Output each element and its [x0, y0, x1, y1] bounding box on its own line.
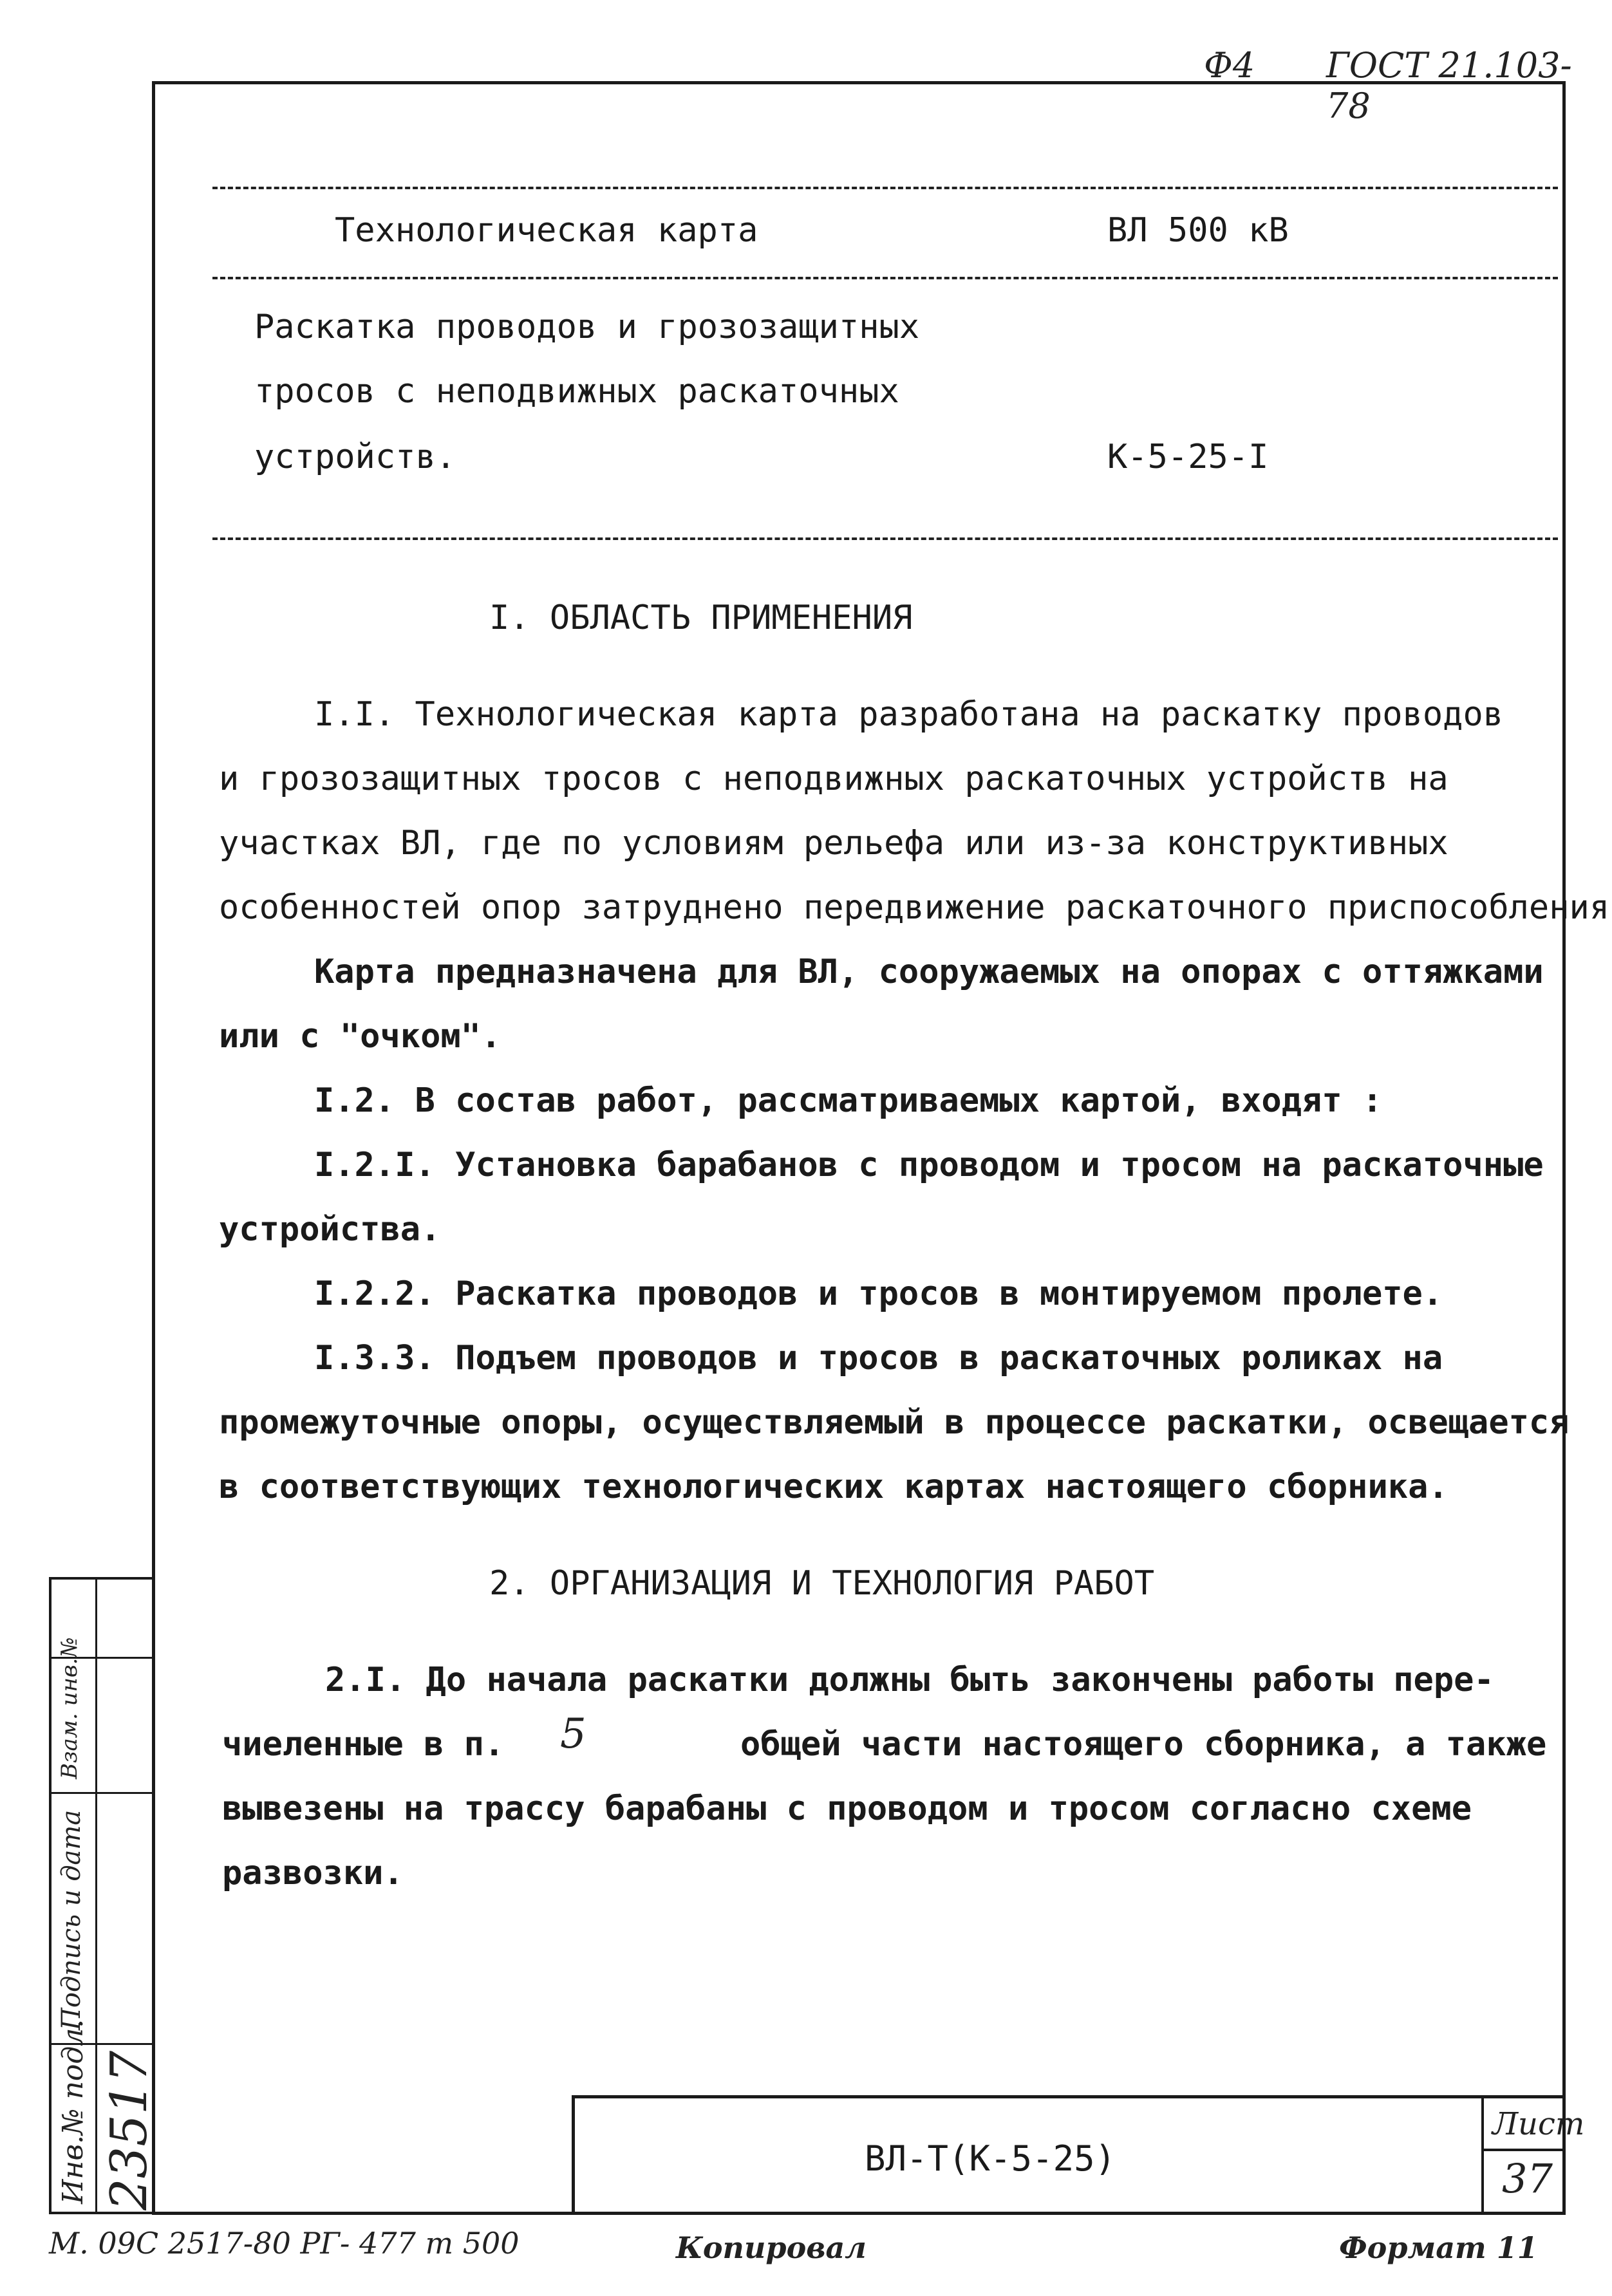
paragraph-line: I.2.I. Установка барабанов с проводом и тросом на раскаточные [314, 1146, 1544, 1184]
replacement-inv-label: Взам. инв.№ [57, 1637, 82, 1779]
card-code: К-5-25-I [1107, 438, 1269, 476]
paragraph-line: чиеленные в п. [222, 1725, 505, 1764]
paragraph-line: участках ВЛ, где по условиям рельефа или из-за конструктивных [219, 824, 1448, 863]
handwritten-item-number: 5 [560, 1710, 586, 1758]
sheet-label: Лист [1492, 2106, 1585, 2142]
dashed-separator [212, 537, 1558, 540]
paragraph-line: общей части настоящего сборника, а также [740, 1725, 1547, 1764]
dashed-separator [212, 277, 1558, 279]
copied-by-label: Копировал [676, 2230, 867, 2265]
stamp-divider [52, 1792, 152, 1794]
inventory-number: 23517 [100, 2050, 158, 2210]
paragraph-line: промежуточные опоры, осуществляемый в процессе раскатки, освещается [219, 1403, 1570, 1442]
paragraph-line: I.I. Технологическая карта разработана на раскатку проводов [314, 695, 1504, 734]
section-1-heading: I. ОБЛАСТЬ ПРИМЕНЕНИЯ [489, 599, 913, 637]
form-code: Ф4 [1204, 45, 1255, 86]
block-divider [1481, 2098, 1484, 2212]
order-note: М. 09С 2517-80 РГ- 477 т 500 [49, 2226, 520, 2261]
paragraph-line: и грозозащитных тросов с неподвижных раскаточных устройств на [219, 760, 1448, 798]
paragraph-line: вывезены на трассу барабаны с проводом и тросом согласно схеме [222, 1789, 1472, 1828]
paragraph-line: развозки. [222, 1854, 404, 1892]
paragraph-line: особенностей опор затруднено передвижение раскаточного приспособления [219, 888, 1610, 927]
paragraph-line: 2.I. До начала раскатки должны быть закончены работы пере- [325, 1661, 1494, 1699]
format-label: Формат 11 [1339, 2230, 1538, 2265]
line-class: ВЛ 500 кВ [1107, 211, 1289, 250]
paragraph-line: устройства. [219, 1210, 441, 1249]
standard-code: ГОСТ 21.103-78 [1326, 45, 1572, 126]
footer-title-block [572, 2095, 1585, 2215]
paragraph-line: Карта предназначена для ВЛ, сооружаемых на опорах с оттяжками [314, 953, 1544, 991]
subject-line-2: тросов с неподвижных раскаточных [254, 372, 899, 411]
document-code: ВЛ-Т(К-5-25) [865, 2138, 1116, 2179]
paragraph-line: I.2. В состав работ, рассматриваемых картой, входят : [314, 1081, 1383, 1120]
subject-line-1: Раскатка проводов и грозозащитных [254, 308, 920, 346]
stamp-divider [95, 1580, 97, 2212]
paragraph-line: или с "очком". [219, 1017, 501, 1056]
dashed-separator [212, 187, 1558, 189]
doc-type: Технологическая карта [335, 211, 758, 250]
section-2-heading: 2. ОРГАНИЗАЦИЯ И ТЕХНОЛОГИЯ РАБОТ [489, 1564, 1155, 1603]
paragraph-line: I.3.3. Подъем проводов и тросов в раскаточных роликах на [314, 1339, 1443, 1377]
sheet-number: 37 [1502, 2155, 1553, 2202]
paragraph-line: I.2.2. Раскатка проводов и тросов в монтируемом пролете. [314, 1274, 1443, 1313]
subject-line-3: устройств. [254, 438, 456, 476]
inventory-label: Инв.№ подл. [57, 2019, 89, 2204]
block-divider [1481, 2149, 1562, 2151]
signature-date-label: Подпись и дата [57, 1809, 86, 2030]
paragraph-line: в соответствующих технологических картах настоящего сборника. [219, 1468, 1448, 1506]
side-stamp [49, 1577, 158, 2214]
